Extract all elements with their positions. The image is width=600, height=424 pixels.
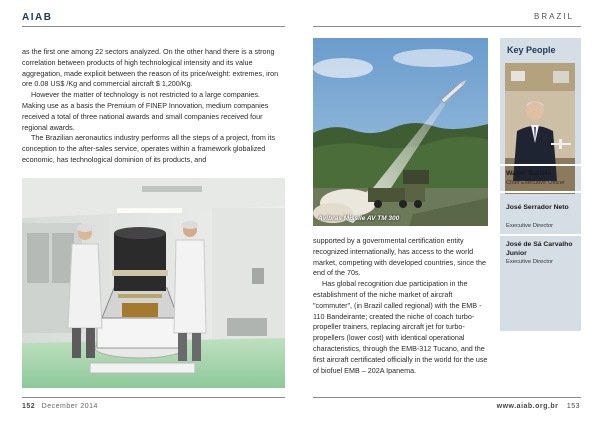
key-people-sidebar	[500, 38, 581, 331]
sidebar-title: Key People	[507, 45, 556, 55]
person-name: José Serrador Neto	[506, 204, 569, 211]
divider	[500, 164, 581, 166]
footer-right	[497, 403, 580, 410]
person-name: José de Sá Carvalho Junior	[506, 241, 573, 257]
right-article-column	[313, 236, 488, 376]
website-link[interactable]: www.aiab.org.br	[496, 403, 559, 410]
footer-left	[22, 403, 98, 410]
magazine-logo: AIAB	[22, 12, 53, 23]
header-rule-right	[313, 26, 581, 27]
paragraph: as the first one among 22 sectors analyzed. On the other hand there is a strong correlation between products of high technological intensity and its value aggregation, made explicit between the reason of its price/weight: extremes, iron ore 0.08 US$ /Kg and commercial aircraft $ 1,200/Kg.	[22, 47, 279, 89]
lab-illustration	[22, 178, 285, 388]
person-name: Walter Bartels	[506, 170, 552, 177]
footer-rule-left	[22, 397, 285, 398]
photo-caption: Avibras Missile AV TM 300	[318, 215, 400, 222]
paragraph: However the matter of technology is not restricted to a large companies. Making use as a basis the Premium of FINEP Innovation, medium companies received a total of three national awards and small companies received four regional awards.	[22, 90, 269, 132]
paragraph: Has global recognition due participation in the establishment of the niche market of aircraft "commuter", (in Brazil called regional) with the EMB - 110 Bandeirante; created the niche of coach turbo-propeller trainers, replacing aircraft jet for turbo-propellers (lower cost) with identical operational characteristics, through the EMB-312 Tucano, and the first aircraft certificated officially in the world for the use of biofuel EMB – 202A Ipanema.	[313, 279, 488, 375]
person-role: Chief Executive Officer	[506, 180, 565, 186]
header-rule-left	[22, 26, 285, 27]
person-role: Executive Director	[506, 259, 554, 265]
divider	[500, 234, 581, 236]
section-label: BRAZIL	[533, 12, 574, 21]
paragraph: supported by a governmental certification entity recognized internationally, has access to the world market, competing with developed countries, since the end of the 70s.	[313, 236, 486, 278]
left-article-column	[22, 47, 284, 166]
footer-rule-right	[313, 397, 581, 398]
page-number-right: 153	[566, 403, 580, 410]
issue-date: December 2014	[41, 403, 98, 410]
missile-illustration	[313, 38, 488, 226]
divider	[500, 191, 581, 193]
missile-launch-photo	[313, 38, 488, 226]
page-number-left: 152	[22, 403, 36, 410]
person-role: Executive Director	[506, 223, 554, 229]
satellite-lab-photo	[22, 178, 285, 388]
paragraph: The Brazilian aeronautics industry performs all the steps of a project, from its conception to the after-sales service, operates within a framework globalized economic, has technological dominion of its products, and	[22, 133, 276, 164]
